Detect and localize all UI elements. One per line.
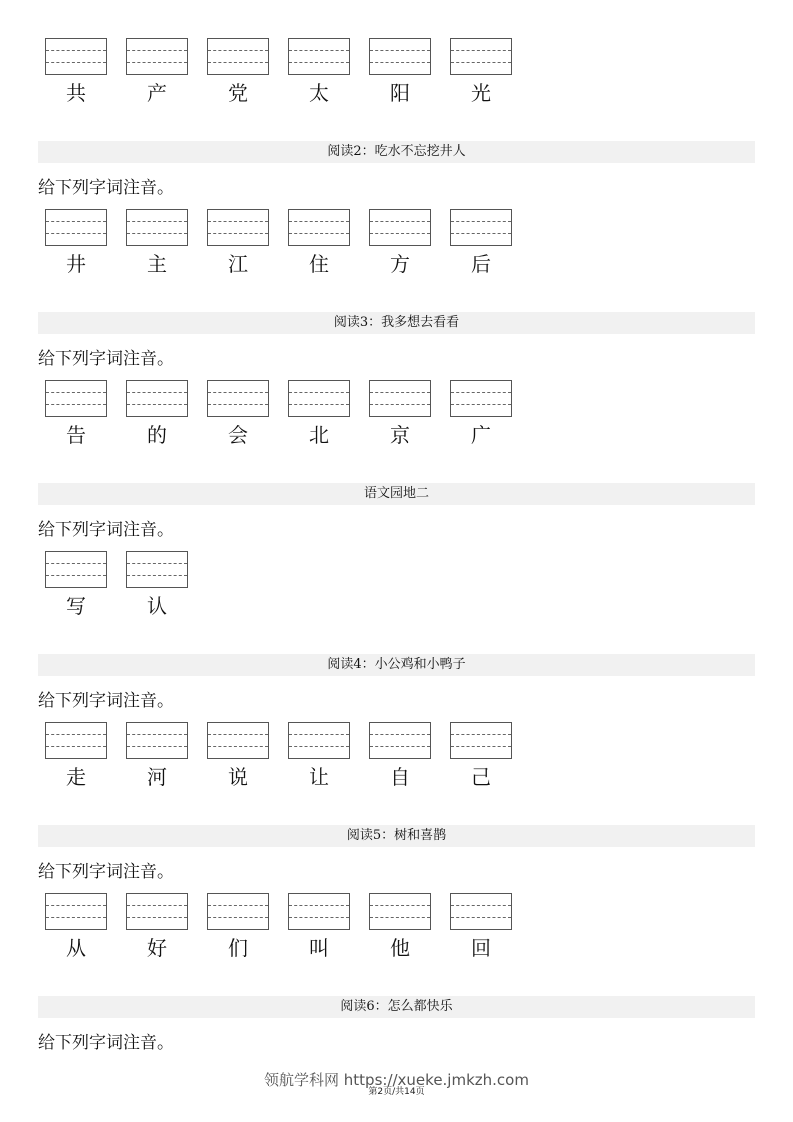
- pinyin-writing-box[interactable]: [207, 380, 269, 417]
- hanzi-character: 他: [390, 936, 410, 960]
- pinyin-writing-box[interactable]: [207, 893, 269, 930]
- pinyin-writing-box[interactable]: [288, 722, 350, 759]
- hanzi-character: 党: [228, 81, 248, 105]
- pinyin-writing-box[interactable]: [207, 722, 269, 759]
- hanzi-character: 自: [390, 765, 410, 789]
- pinyin-cell: [450, 722, 512, 789]
- pinyin-writing-box[interactable]: [288, 380, 350, 417]
- pinyin-writing-box[interactable]: [369, 893, 431, 930]
- hanzi-character: 叫: [309, 936, 329, 960]
- hanzi-character: 回: [471, 936, 491, 960]
- pinyin-cell: [369, 38, 431, 105]
- pinyin-writing-box[interactable]: [126, 209, 188, 246]
- hanzi-character: 阳: [390, 81, 410, 105]
- pinyin-cell: [126, 38, 188, 105]
- pinyin-writing-box[interactable]: [126, 38, 188, 75]
- pinyin-writing-box[interactable]: [450, 722, 512, 759]
- hanzi-character: 己: [471, 765, 491, 789]
- hanzi-character: 京: [390, 423, 410, 447]
- hanzi-character: 光: [471, 81, 491, 105]
- pinyin-cell: [126, 551, 188, 618]
- pinyin-cell: [450, 893, 512, 960]
- pinyin-writing-box[interactable]: [126, 551, 188, 588]
- section-header: 阅读3：我多想去看看: [38, 312, 755, 334]
- pinyin-writing-box[interactable]: [207, 38, 269, 75]
- pinyin-cell: [207, 380, 269, 447]
- pinyin-writing-box[interactable]: [369, 38, 431, 75]
- pinyin-cell: [45, 209, 107, 276]
- instruction-text: 给下列字词注音。: [38, 691, 174, 711]
- pinyin-cell: [126, 209, 188, 276]
- pinyin-cell: [450, 38, 512, 105]
- hanzi-character: 好: [147, 936, 167, 960]
- pinyin-cell: [288, 893, 350, 960]
- pinyin-writing-box[interactable]: [45, 893, 107, 930]
- pinyin-writing-box[interactable]: [288, 38, 350, 75]
- pinyin-cell: [45, 380, 107, 447]
- hanzi-character: 产: [147, 81, 167, 105]
- pinyin-writing-box[interactable]: [450, 893, 512, 930]
- hanzi-character: 主: [147, 252, 167, 276]
- instruction-text: 给下列字词注音。: [38, 178, 174, 198]
- hanzi-character: 说: [228, 765, 248, 789]
- pinyin-cell: [45, 893, 107, 960]
- pinyin-cell: [126, 722, 188, 789]
- pinyin-writing-box[interactable]: [369, 722, 431, 759]
- section-header: 阅读6：怎么都快乐: [38, 996, 755, 1018]
- pinyin-cell: [207, 722, 269, 789]
- instruction-text: 给下列字词注音。: [38, 1033, 174, 1053]
- page-number: 第2页/共14页: [368, 1087, 425, 1097]
- pinyin-row: [0, 209, 793, 284]
- pinyin-writing-box[interactable]: [450, 380, 512, 417]
- pinyin-cell: [207, 38, 269, 105]
- hanzi-character: 河: [147, 765, 167, 789]
- hanzi-character: 住: [309, 252, 329, 276]
- hanzi-character: 太: [309, 81, 329, 105]
- pinyin-cell: [369, 380, 431, 447]
- pinyin-writing-box[interactable]: [126, 380, 188, 417]
- pinyin-writing-box[interactable]: [45, 209, 107, 246]
- pinyin-cell: [369, 209, 431, 276]
- hanzi-character: 共: [66, 81, 86, 105]
- pinyin-cell: [369, 893, 431, 960]
- section-header: 阅读5：树和喜鹊: [38, 825, 755, 847]
- watermark: 领航学科网 https://xueke.jmkzh.com: [264, 1071, 529, 1089]
- hanzi-character: 从: [66, 936, 86, 960]
- pinyin-cell: [126, 380, 188, 447]
- pinyin-cell: [207, 209, 269, 276]
- pinyin-cell: [450, 380, 512, 447]
- instruction-text: 给下列字词注音。: [38, 520, 174, 540]
- hanzi-character: 走: [66, 765, 86, 789]
- hanzi-character: 方: [390, 252, 410, 276]
- pinyin-writing-box[interactable]: [450, 38, 512, 75]
- pinyin-cell: [288, 209, 350, 276]
- pinyin-writing-box[interactable]: [450, 209, 512, 246]
- instruction-text: 给下列字词注音。: [38, 862, 174, 882]
- pinyin-cell: [45, 38, 107, 105]
- pinyin-writing-box[interactable]: [369, 380, 431, 417]
- section-header: 阅读2：吃水不忘挖井人: [38, 141, 755, 163]
- hanzi-character: 会: [228, 423, 248, 447]
- hanzi-character: 让: [309, 765, 329, 789]
- pinyin-writing-box[interactable]: [288, 209, 350, 246]
- pinyin-writing-box[interactable]: [369, 209, 431, 246]
- instruction-text: 给下列字词注音。: [38, 349, 174, 369]
- pinyin-row: [0, 893, 793, 968]
- pinyin-writing-box[interactable]: [126, 722, 188, 759]
- pinyin-writing-box[interactable]: [126, 893, 188, 930]
- section-header: 阅读4：小公鸡和小鸭子: [38, 654, 755, 676]
- pinyin-row: [0, 380, 793, 455]
- pinyin-writing-box[interactable]: [45, 380, 107, 417]
- pinyin-cell: [288, 380, 350, 447]
- section-header: 语文园地二: [38, 483, 755, 505]
- pinyin-row: [0, 722, 793, 797]
- pinyin-writing-box[interactable]: [45, 722, 107, 759]
- pinyin-writing-box[interactable]: [288, 893, 350, 930]
- pinyin-cell: [126, 893, 188, 960]
- pinyin-row: [0, 551, 793, 626]
- hanzi-character: 写: [66, 594, 86, 618]
- pinyin-row: [0, 38, 793, 113]
- pinyin-cell: [369, 722, 431, 789]
- pinyin-writing-box[interactable]: [45, 551, 107, 588]
- hanzi-character: 井: [66, 252, 86, 276]
- pinyin-cell: [45, 551, 107, 618]
- hanzi-character: 们: [228, 936, 248, 960]
- hanzi-character: 后: [471, 252, 491, 276]
- pinyin-cell: [207, 893, 269, 960]
- pinyin-cell: [450, 209, 512, 276]
- hanzi-character: 北: [309, 423, 329, 447]
- pinyin-cell: [288, 722, 350, 789]
- hanzi-character: 的: [147, 423, 167, 447]
- pinyin-writing-box[interactable]: [207, 209, 269, 246]
- hanzi-character: 江: [228, 252, 248, 276]
- pinyin-cell: [288, 38, 350, 105]
- hanzi-character: 广: [471, 423, 491, 447]
- pinyin-writing-box[interactable]: [45, 38, 107, 75]
- pinyin-cell: [45, 722, 107, 789]
- hanzi-character: 认: [147, 594, 167, 618]
- hanzi-character: 告: [66, 423, 86, 447]
